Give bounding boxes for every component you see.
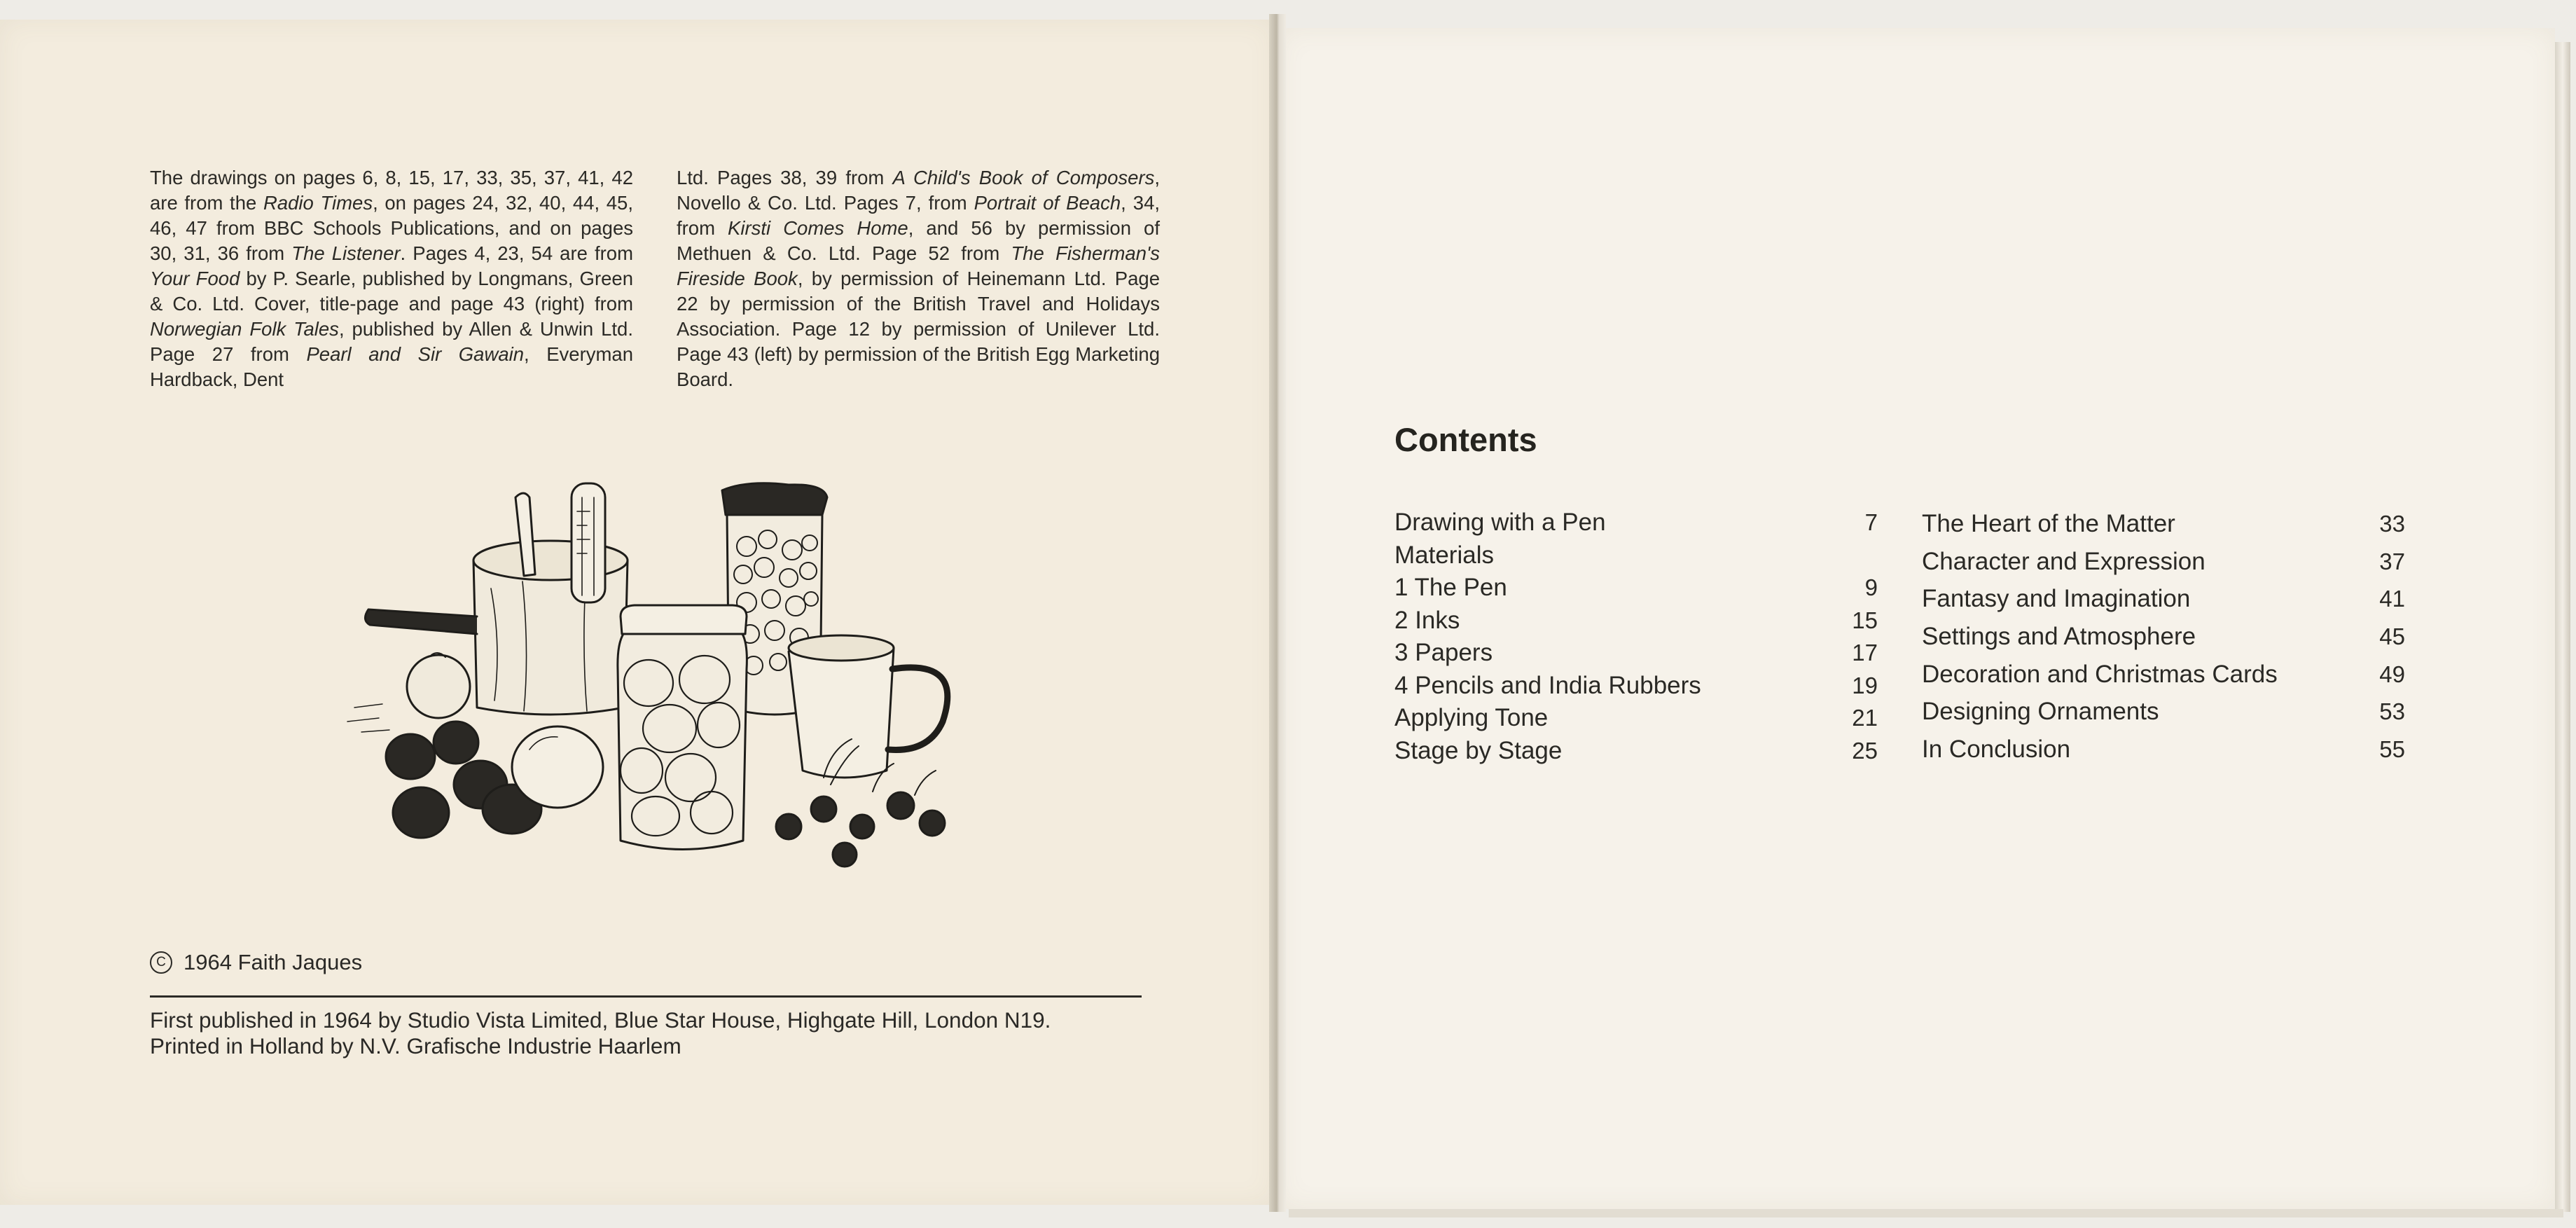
credit-title: The Fisherman's Fireside Book — [677, 242, 1160, 289]
credit-text: , Everyman Hardback, Dent — [150, 343, 634, 390]
copyright-text: 1964 Faith Jaques — [183, 950, 363, 974]
toc-entry — [1394, 509, 1878, 541]
toc-entry — [1922, 736, 2405, 773]
toc-entry-page: 21 — [1852, 705, 1878, 731]
credit-text: . Pages 4, 23, 54 are from — [400, 242, 633, 264]
page-edge — [2555, 42, 2570, 1212]
credit-text: , by permission of Heinemann Ltd. Page 22 by permission of the British Travel and Holidays Association. Page 12 by permission of Unilever Ltd. Page 43 (left) by permission of the British Egg Marketing Board. — [677, 268, 1160, 390]
toc-entry-title: Settings and Atmosphere — [1922, 623, 2196, 651]
toc-entry-title: Stage by Stage — [1394, 736, 1563, 764]
toc-entry-page: 45 — [2379, 623, 2405, 650]
toc-entry — [1922, 510, 2405, 548]
divider-rule — [150, 995, 1142, 998]
toc-entry — [1394, 607, 1878, 640]
credit-title: Portrait of Beach — [974, 192, 1121, 214]
toc-entry — [1394, 737, 1878, 770]
kitchen-still-life-illustration — [340, 476, 978, 883]
contents-title: Contents — [1394, 421, 1537, 458]
credit-text: The drawings on pages 6, 8, 15, 17, 33, 35, 37, 41, 42 are from the — [150, 167, 633, 214]
toc-column-1 — [1394, 509, 1878, 769]
credit-text: Ltd. Pages 38, 39 from — [677, 167, 893, 188]
toc-entry-page: 15 — [1852, 607, 1878, 633]
toc-entry-title: In Conclusion — [1922, 736, 2071, 764]
credit-title: Kirsti Comes Home — [728, 217, 908, 239]
credit-text: , published by Allen & Unwin Ltd. Page 27 from — [150, 318, 633, 365]
credit-text: , and 56 by permission of Methuen & Co. Ltd. Page 52 from — [677, 217, 1160, 264]
toc-entry-title: Decoration and Christmas Cards — [1922, 660, 2278, 688]
toc-column-2 — [1922, 510, 2405, 773]
toc-entry-title: Drawing with a Pen — [1394, 509, 1606, 536]
credits-paragraph-left — [150, 165, 633, 392]
credit-title: A Child's Book of Composers — [892, 167, 1155, 188]
toc-entry — [1394, 574, 1878, 607]
toc-entry — [1394, 704, 1878, 737]
toc-entry-title: 3 Papers — [1394, 639, 1493, 666]
toc-entry-title: 2 Inks — [1394, 606, 1460, 634]
toc-entry-page: 33 — [2379, 511, 2405, 537]
page-bottom-edge — [1289, 1209, 2563, 1217]
toc-entry-page: 53 — [2379, 698, 2405, 725]
toc-entry — [1922, 623, 2405, 661]
toc-entry-page: 25 — [1852, 737, 1878, 764]
credit-text: , on pages 24, 32, 40, 44, 45, 46, 47 from BBC Schools Publications, and on pages 30, 31, 36 from — [150, 192, 633, 264]
toc-entry-page: 55 — [2379, 736, 2405, 763]
credit-text: , 34, from — [677, 192, 1161, 239]
credit-text: , Novello & Co. Ltd. Pages 7, from — [677, 167, 1160, 214]
toc-entry — [1394, 672, 1878, 705]
credits-paragraph-right — [677, 165, 1160, 392]
toc-entry-title: Applying Tone — [1394, 704, 1549, 731]
credit-title: Pearl and Sir Gawain — [306, 343, 525, 365]
toc-entry — [1922, 585, 2405, 623]
toc-entry-title: 1 The Pen — [1394, 574, 1507, 601]
toc-entry — [1922, 548, 2405, 586]
toc-entry-page: 41 — [2379, 586, 2405, 612]
toc-entry-title: Designing Ornaments — [1922, 698, 2159, 726]
toc-entry-page: 9 — [1864, 574, 1878, 600]
credit-title: The Listener — [291, 242, 401, 264]
toc-entry-page: 37 — [2379, 548, 2405, 574]
credit-title: Your Food — [150, 268, 240, 289]
credit-text: by P. Searle, published by Longmans, Green & Co. Ltd. Cover, title-page and page 43 (right) from — [150, 268, 633, 315]
credit-title: Radio Times — [263, 192, 373, 214]
toc-entry-page: 19 — [1852, 672, 1878, 698]
toc-entry — [1394, 639, 1878, 672]
toc-entry — [1394, 541, 1878, 574]
copyright-line — [150, 950, 362, 975]
toc-entry-page: 17 — [1852, 640, 1878, 665]
toc-entry-title: Fantasy and Imagination — [1922, 585, 2191, 613]
book-gutter — [1269, 14, 1286, 1212]
toc-entry-title: Character and Expression — [1922, 547, 2205, 575]
credit-title: Norwegian Folk Tales — [150, 318, 339, 340]
toc-entry-title: The Heart of the Matter — [1922, 510, 2175, 537]
toc-entry — [1922, 661, 2405, 698]
toc-entry-title: Materials — [1394, 541, 1494, 569]
imprint-line-1: First published in 1964 by Studio Vista Limited, Blue Star House, Highgate Hill, London N19. — [150, 1007, 1051, 1033]
imprint-line-2: Printed in Holland by N.V. Grafische Industrie Haarlem — [150, 1033, 681, 1058]
toc-entry-title: 4 Pencils and India Rubbers — [1394, 671, 1701, 699]
copyright-symbol: C — [150, 951, 172, 974]
toc-entry — [1922, 698, 2405, 736]
toc-entry-page: 49 — [2379, 661, 2405, 687]
toc-entry-page: 7 — [1864, 509, 1878, 535]
